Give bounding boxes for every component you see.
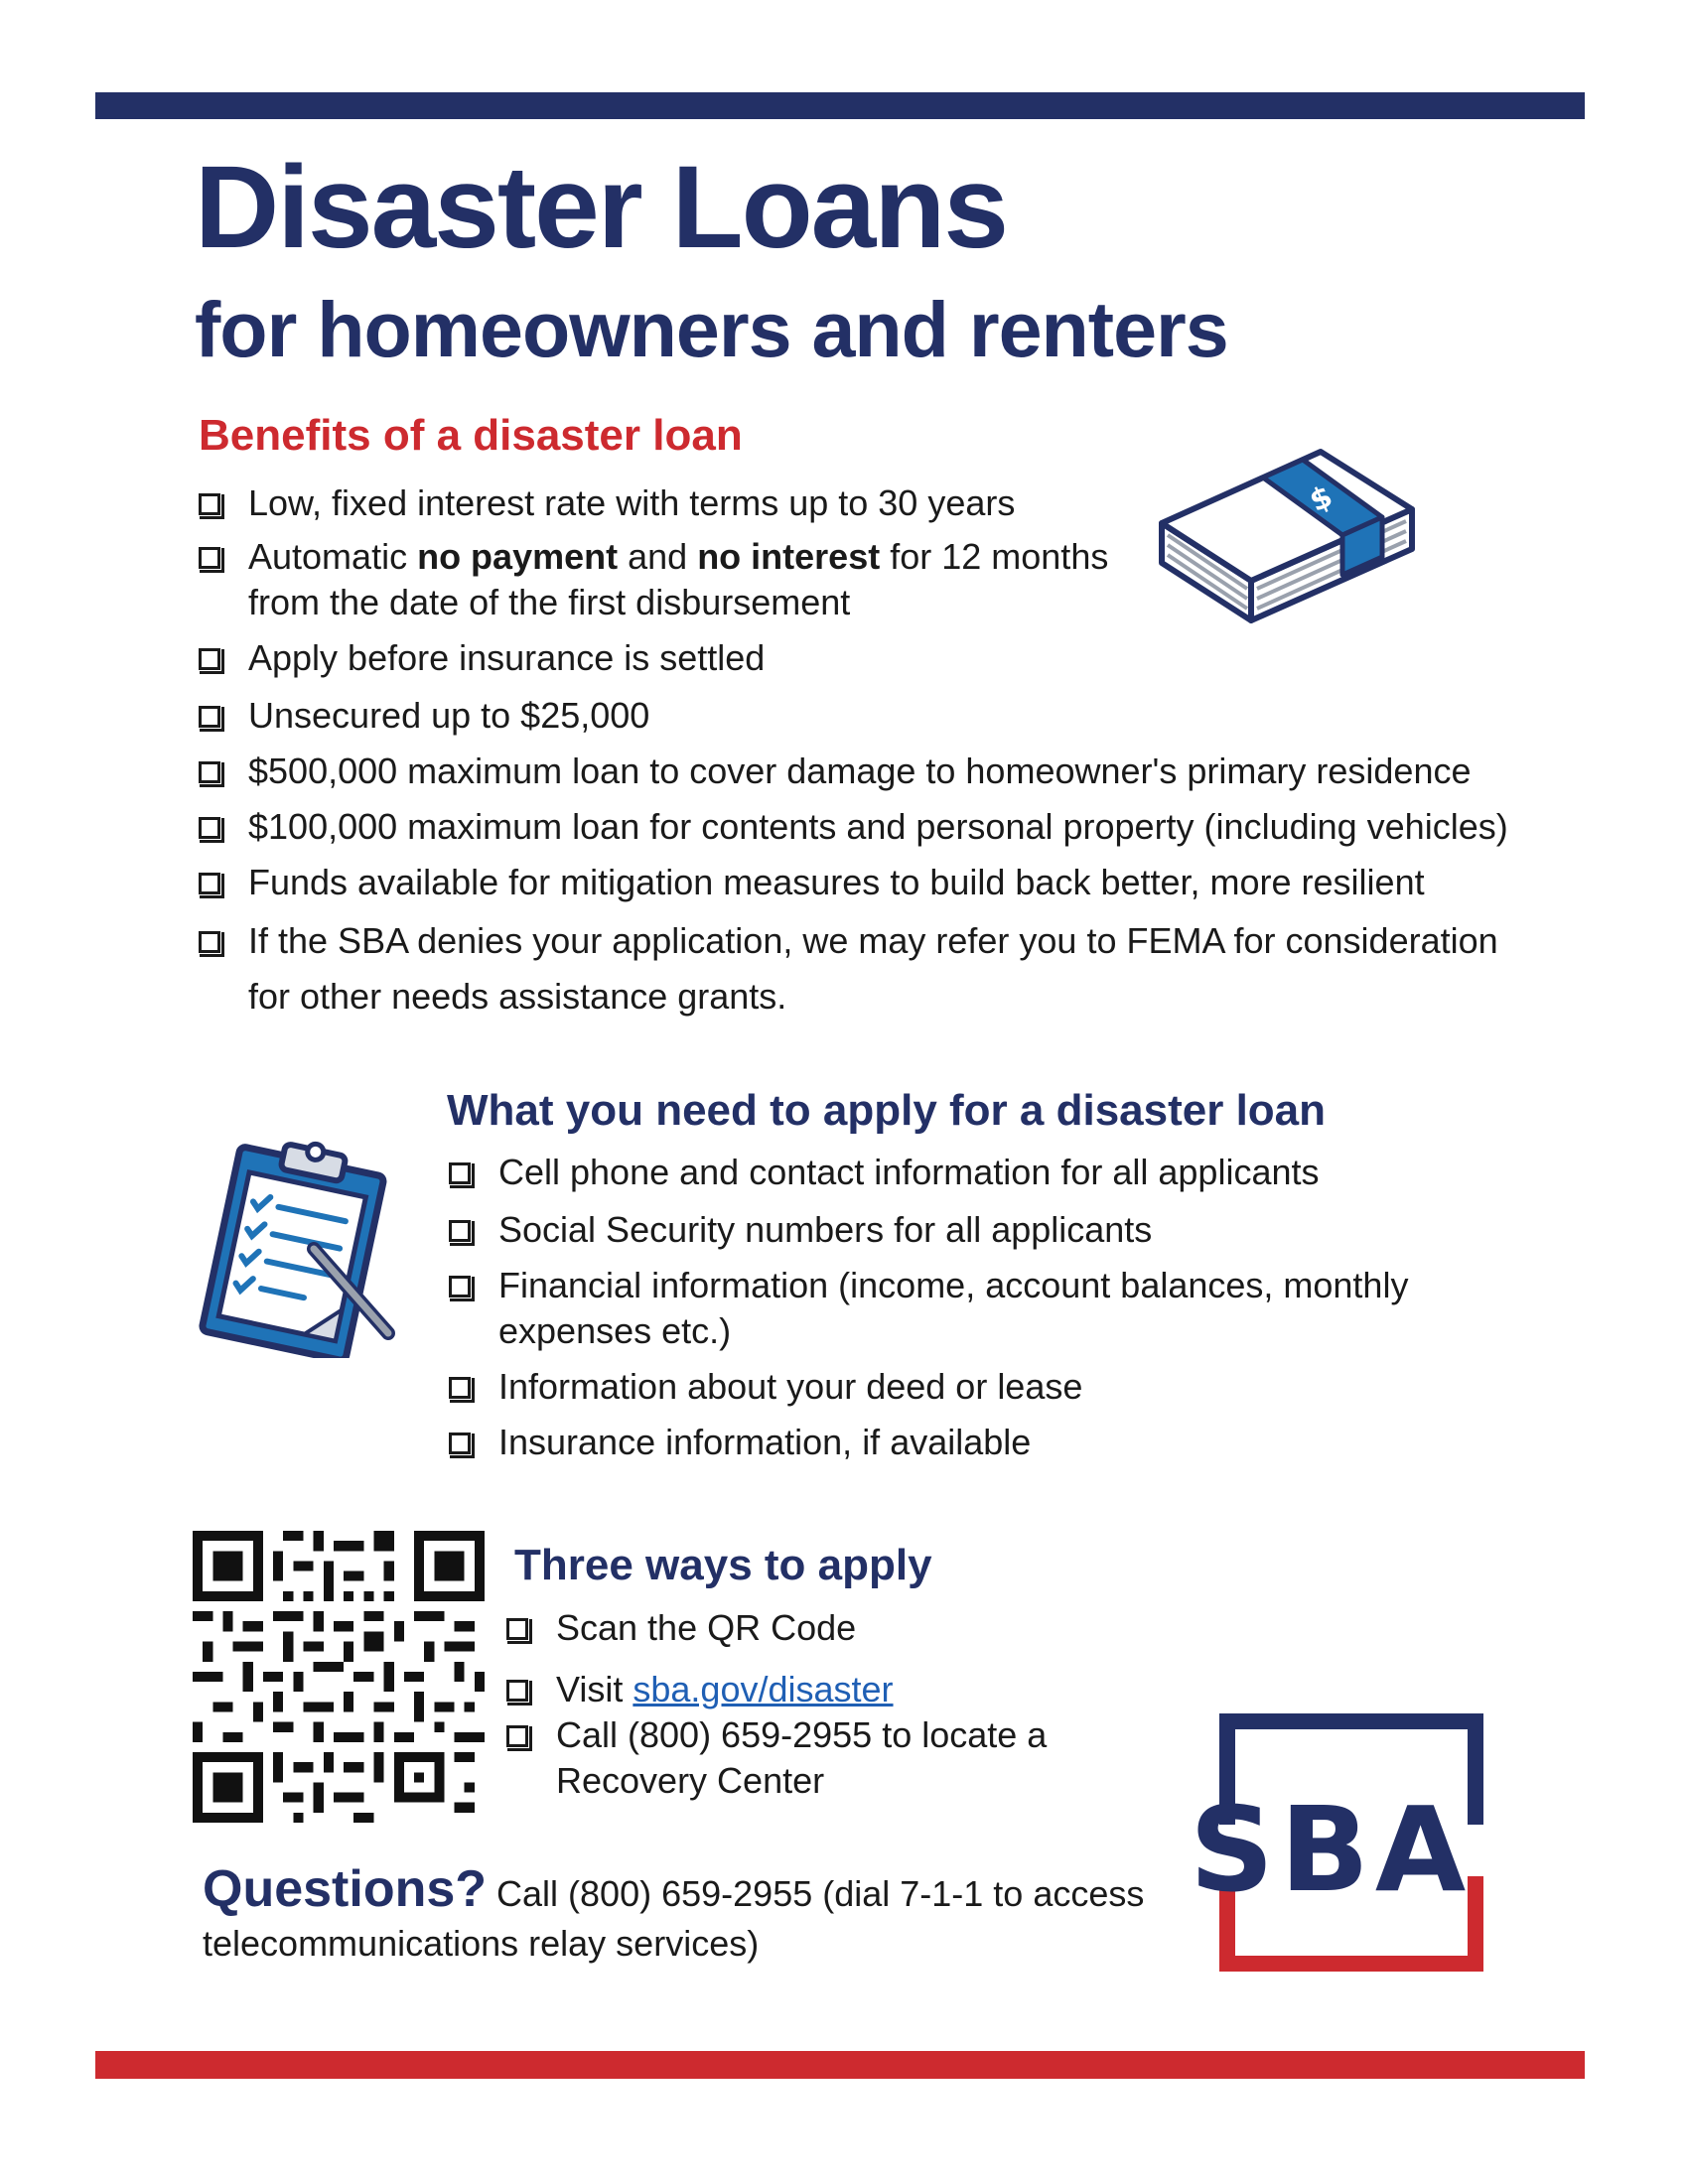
list-item: Financial information (income, account balances, monthly expenses etc.) — [449, 1263, 1501, 1354]
list-item: Information about your deed or lease — [449, 1364, 1501, 1410]
checkbox-icon — [199, 547, 220, 569]
list-item: Insurance information, if available — [449, 1420, 1501, 1465]
checkbox-icon — [199, 817, 220, 839]
checkbox-icon — [449, 1276, 471, 1297]
svg-text:$: $ — [1304, 478, 1338, 520]
checkbox-icon — [199, 648, 220, 670]
checkbox-icon — [449, 1220, 471, 1242]
checkbox-icon — [199, 706, 220, 728]
checkbox-icon — [449, 1433, 471, 1454]
checkbox-icon — [449, 1377, 471, 1399]
list-item: $100,000 maximum loan for contents and personal property (including vehicles) — [199, 804, 1549, 850]
list-item: Social Security numbers for all applicants — [449, 1207, 1501, 1253]
apply-list — [506, 1605, 1062, 1804]
requirements-heading: What you need to apply for a disaster loan — [447, 1086, 1327, 1135]
checkbox-icon — [506, 1618, 528, 1640]
questions-heading: Questions? — [203, 1860, 488, 1918]
checkbox-icon — [199, 931, 220, 953]
benefits-list — [199, 480, 1549, 1024]
list-item: Low, fixed interest rate with terms up to 30 years — [199, 480, 1549, 526]
list-item: $500,000 maximum loan to cover damage to homeowner's primary residence — [199, 749, 1549, 794]
list-item: Funds available for mitigation measures to build back better, more resilient — [199, 860, 1549, 905]
checkbox-icon — [199, 761, 220, 783]
clipboard-checklist-icon — [185, 1140, 408, 1358]
list-item: Call (800) 659-2955 to locate a Recovery Center — [506, 1712, 1062, 1804]
apply-heading: Three ways to apply — [514, 1541, 932, 1589]
checkbox-icon — [199, 493, 220, 515]
top-rule — [95, 92, 1585, 119]
checkbox-icon — [506, 1680, 528, 1702]
bottom-rule — [95, 2051, 1585, 2079]
disaster-link[interactable]: sba.gov/disaster — [633, 1669, 894, 1709]
benefits-heading: Benefits of a disaster loan — [199, 411, 743, 460]
sba-logo-text: SBA — [1190, 1781, 1473, 1918]
page-title: Disaster Loans — [195, 142, 1007, 273]
requirements-list — [449, 1150, 1501, 1465]
list-item: If the SBA denies your application, we may refer you to FEMA for consideration for other needs assistance grants. — [199, 913, 1519, 1024]
sba-logo — [1188, 1713, 1515, 1972]
questions-block — [203, 1860, 1176, 1969]
list-item: Visit sba.gov/disaster — [506, 1667, 1062, 1712]
list-item: Automatic no payment and no interest for 12 months from the date of the first disbursement — [199, 534, 1182, 625]
list-item: Cell phone and contact information for all applicants — [449, 1150, 1501, 1195]
list-item: Scan the QR Code — [506, 1605, 1062, 1651]
questions-text: Call (800) 659-2955 (dial 7-1-1 to access telecommunications relay services) — [203, 1873, 1145, 1964]
qr-code-icon[interactable] — [193, 1531, 485, 1823]
checkbox-icon — [199, 873, 220, 894]
checkbox-icon — [506, 1725, 528, 1747]
checkbox-icon — [449, 1162, 471, 1184]
page-subtitle: for homeowners and renters — [195, 285, 1228, 373]
list-item: Unsecured up to $25,000 — [199, 693, 1549, 739]
list-item: Apply before insurance is settled — [199, 635, 1549, 681]
